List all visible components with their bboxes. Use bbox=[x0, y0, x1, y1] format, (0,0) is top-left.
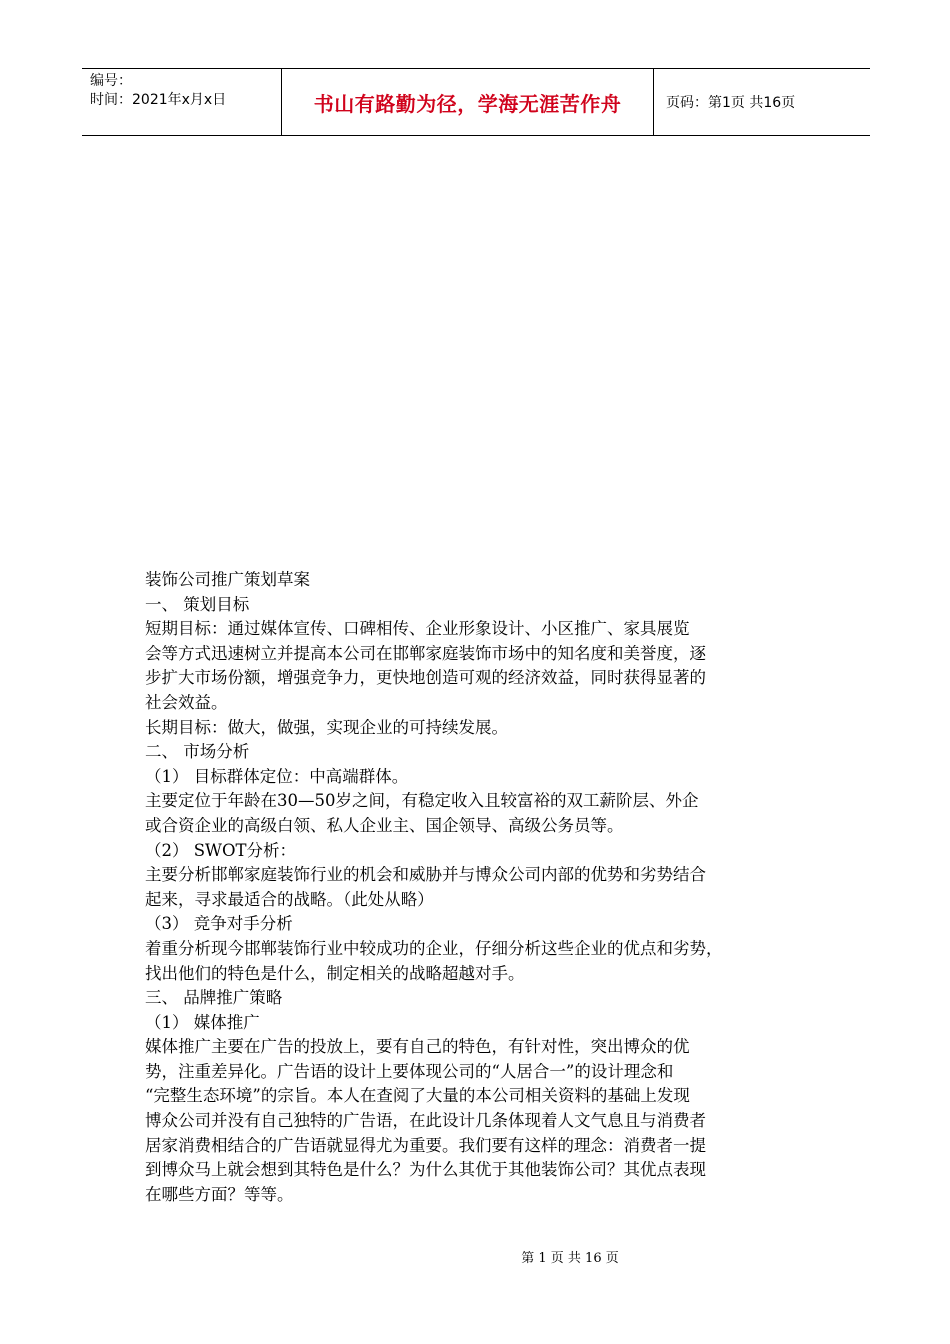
paragraph-line: 博众公司并没有自己独特的广告语，在此设计几条体现着人文气息且与消费者 bbox=[145, 1111, 706, 1131]
paragraph-line: 媒体推广主要在广告的投放上，要有自己的特色，有针对性，突出博众的优 bbox=[145, 1037, 690, 1057]
paragraph-line: “完整生态环境”的宗旨。本人在查阅了大量的本公司相关资料的基础上发现 bbox=[145, 1086, 690, 1106]
paragraph-line: 或合资企业的高级白领、私人企业主、国企领导、高级公务员等。 bbox=[145, 815, 624, 835]
number-label: 编号： bbox=[90, 73, 132, 89]
section-heading: 二、 市场分析 bbox=[145, 742, 250, 762]
paragraph-line: 居家消费相结合的广告语就显得尤为重要。我们要有这样的理念：消费者一提 bbox=[145, 1135, 706, 1155]
header-page-info: 页码：第1页 共16页 bbox=[666, 95, 796, 111]
paragraph-line: 步扩大市场份额，增强竞争力，更快地创造可观的经济效益，同时获得显著的 bbox=[145, 668, 706, 688]
document-body bbox=[145, 568, 815, 1207]
paragraph-line: 势，注重差异化。广告语的设计上要体现公司的“人居合一”的设计理念和 bbox=[145, 1061, 674, 1081]
paragraph-line: 社会效益。 bbox=[145, 692, 228, 712]
header-meta bbox=[82, 69, 282, 135]
section-heading: 三、 品牌推广策略 bbox=[145, 988, 283, 1008]
subsection-heading: （1） 目标群体定位：中高端群体。 bbox=[145, 766, 409, 786]
paragraph-line: 在哪些方面？等等。 bbox=[145, 1184, 294, 1204]
paragraph-line: 着重分析现今邯郸装饰行业中较成功的企业，仔细分析这些企业的优点和劣势， bbox=[145, 938, 723, 958]
paragraph-line: 主要分析邯郸家庭装饰行业的机会和威胁并与博众公司内部的优势和劣势结合 bbox=[145, 865, 706, 885]
paragraph-line: 短期目标：通过媒体宣传、口碑相传、企业形象设计、小区推广、家具展览 bbox=[145, 619, 690, 639]
paragraph-line: 找出他们的特色是什么，制定相关的战略超越对手。 bbox=[145, 963, 525, 983]
footer-page-number: 第 1 页 共 16 页 bbox=[521, 1251, 619, 1266]
subsection-heading: （2） SWOT分析： bbox=[145, 840, 297, 860]
section-heading: 一、 策划目标 bbox=[145, 594, 250, 614]
document-title: 装饰公司推广策划草案 bbox=[145, 570, 310, 589]
page-header bbox=[82, 68, 870, 136]
time-label: 时间：2021年x月x日 bbox=[90, 92, 227, 108]
subsection-heading: （3） 竞争对手分析 bbox=[145, 914, 293, 934]
paragraph-line: 长期目标：做大，做强，实现企业的可持续发展。 bbox=[145, 717, 508, 737]
paragraph-line: 起来，寻求最适合的战略。（此处从略） bbox=[145, 889, 434, 909]
page-footer bbox=[0, 1247, 950, 1266]
paragraph-line: 到博众马上就会想到其特色是什么？为什么其优于其他装饰公司？其优点表现 bbox=[145, 1160, 706, 1180]
subsection-heading: （1） 媒体推广 bbox=[145, 1012, 260, 1032]
paragraph-line: 会等方式迅速树立并提高本公司在邯郸家庭装饰市场中的知名度和美誉度，逐 bbox=[145, 643, 706, 663]
paragraph-line: 主要定位于年龄在30—50岁之间，有稳定收入且较富裕的双工薪阶层、外企 bbox=[145, 791, 699, 811]
header-motto: 书山有路勤为径，学海无涯苦作舟 bbox=[282, 69, 654, 135]
